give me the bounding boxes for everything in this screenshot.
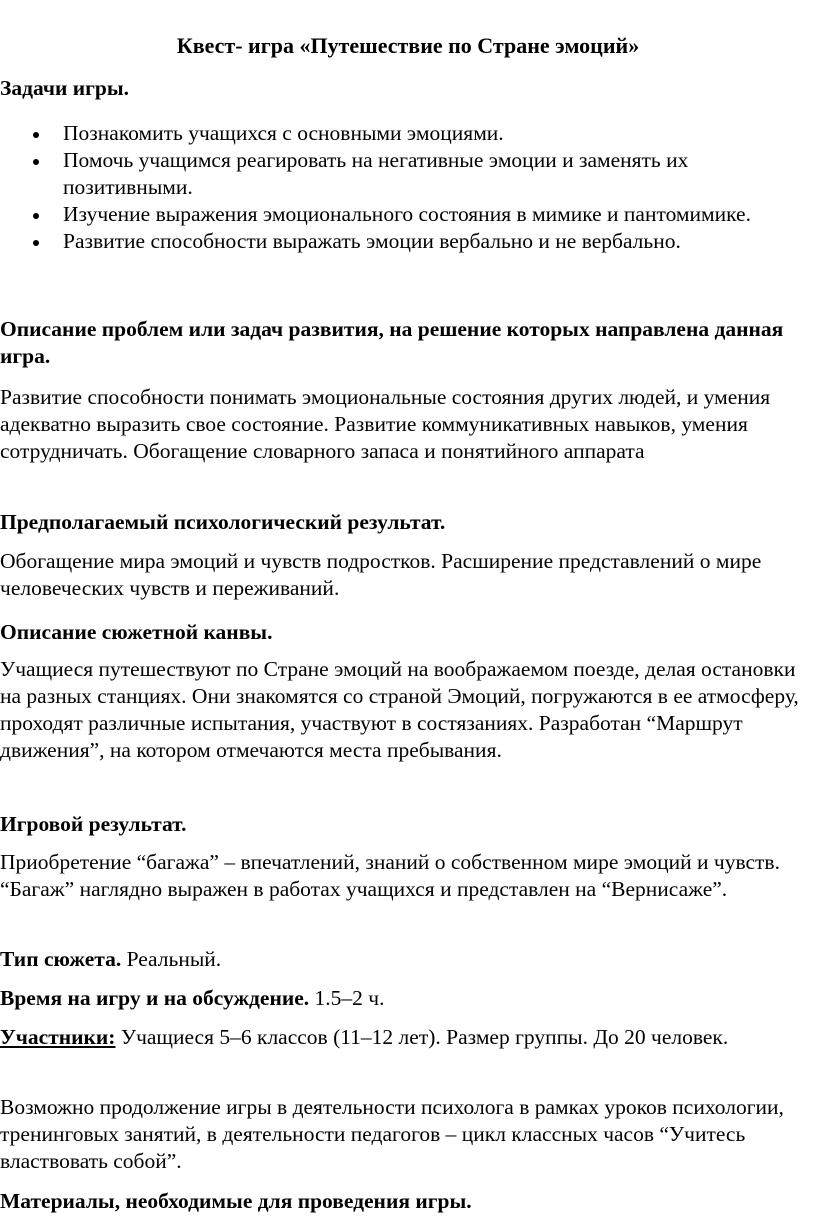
problems-text: Развитие способности понимать эмоциональные состояния других людей, и умения адекватно выразить свое состояние. Развитие коммуникативных навыков, умения сотрудничать. Обогащение словарного запаса и понятийного аппарата [0, 385, 771, 463]
list-item: Изучение выражения эмоционального состояния в мимике и пантомимике. [0, 201, 812, 228]
participants-value: Учащиеся 5–6 классов (11–12 лет). Размер группы. До 20 человек. [115, 1025, 729, 1049]
list-item: Познакомить учащихся с основными эмоциями. [0, 120, 812, 147]
tasks-list [0, 120, 812, 255]
materials-heading: Материалы, необходимые для проведения игры. [0, 1189, 472, 1213]
plot-type [0, 946, 812, 973]
plot-type-value: Реальный. [121, 947, 222, 971]
tasks-heading: Задачи игры. [0, 76, 130, 100]
game-result-text: Приобретение “багажа” – впечатлений, знаний о собственном мире эмоций и чувств. “Багаж” наглядно выражен в работах учащихся и представлен на “Вернисаже”. [0, 850, 780, 901]
list-item: Помочь учащимся реагировать на негативные эмоции и заменять их позитивными. [0, 147, 812, 201]
game-result-heading: Игровой результат. [0, 812, 187, 836]
page-title: Квест- игра «Путешествие по Стране эмоций» [176, 33, 640, 58]
plot-text: Учащиеся путешествуют по Стране эмоций на воображаемом поезде, делая остановки на разных станциях. Они знакомятся со страной Эмоций, погружаются в ее атмосферу, проходят различные испытания, участвуют в состязаниях. Разработан “Маршрут движения”, на котором отмечаются места пребывания. [0, 657, 799, 762]
participants-label: Участники: [0, 1025, 116, 1049]
game-time [0, 985, 812, 1012]
plot-heading: Описание сюжетной канвы. [0, 620, 273, 644]
list-item: Развитие способности выражать эмоции вербально и не вербально. [0, 228, 812, 255]
continuation-text: Возможно продолжение игры в деятельности психолога в рамках уроков психологии, тренинговых занятий, в деятельности педагогов – цикл классных часов “Учитесь властвовать собой”. [0, 1095, 784, 1173]
participants [0, 1024, 812, 1051]
result-heading: Предполагаемый психологический результат. [0, 510, 446, 534]
problems-heading: Описание проблем или задач развития, на решение которых направлена данная игра. [0, 317, 784, 368]
result-text: Обогащение мира эмоций и чувств подростков. Расширение представлений о мире человеческих чувств и переживаний. [0, 549, 762, 600]
time-value: 1.5–2 ч. [309, 986, 385, 1010]
plot-type-label: Тип сюжета. [0, 947, 122, 971]
time-label: Время на игру и на обсуждение. [0, 986, 310, 1010]
